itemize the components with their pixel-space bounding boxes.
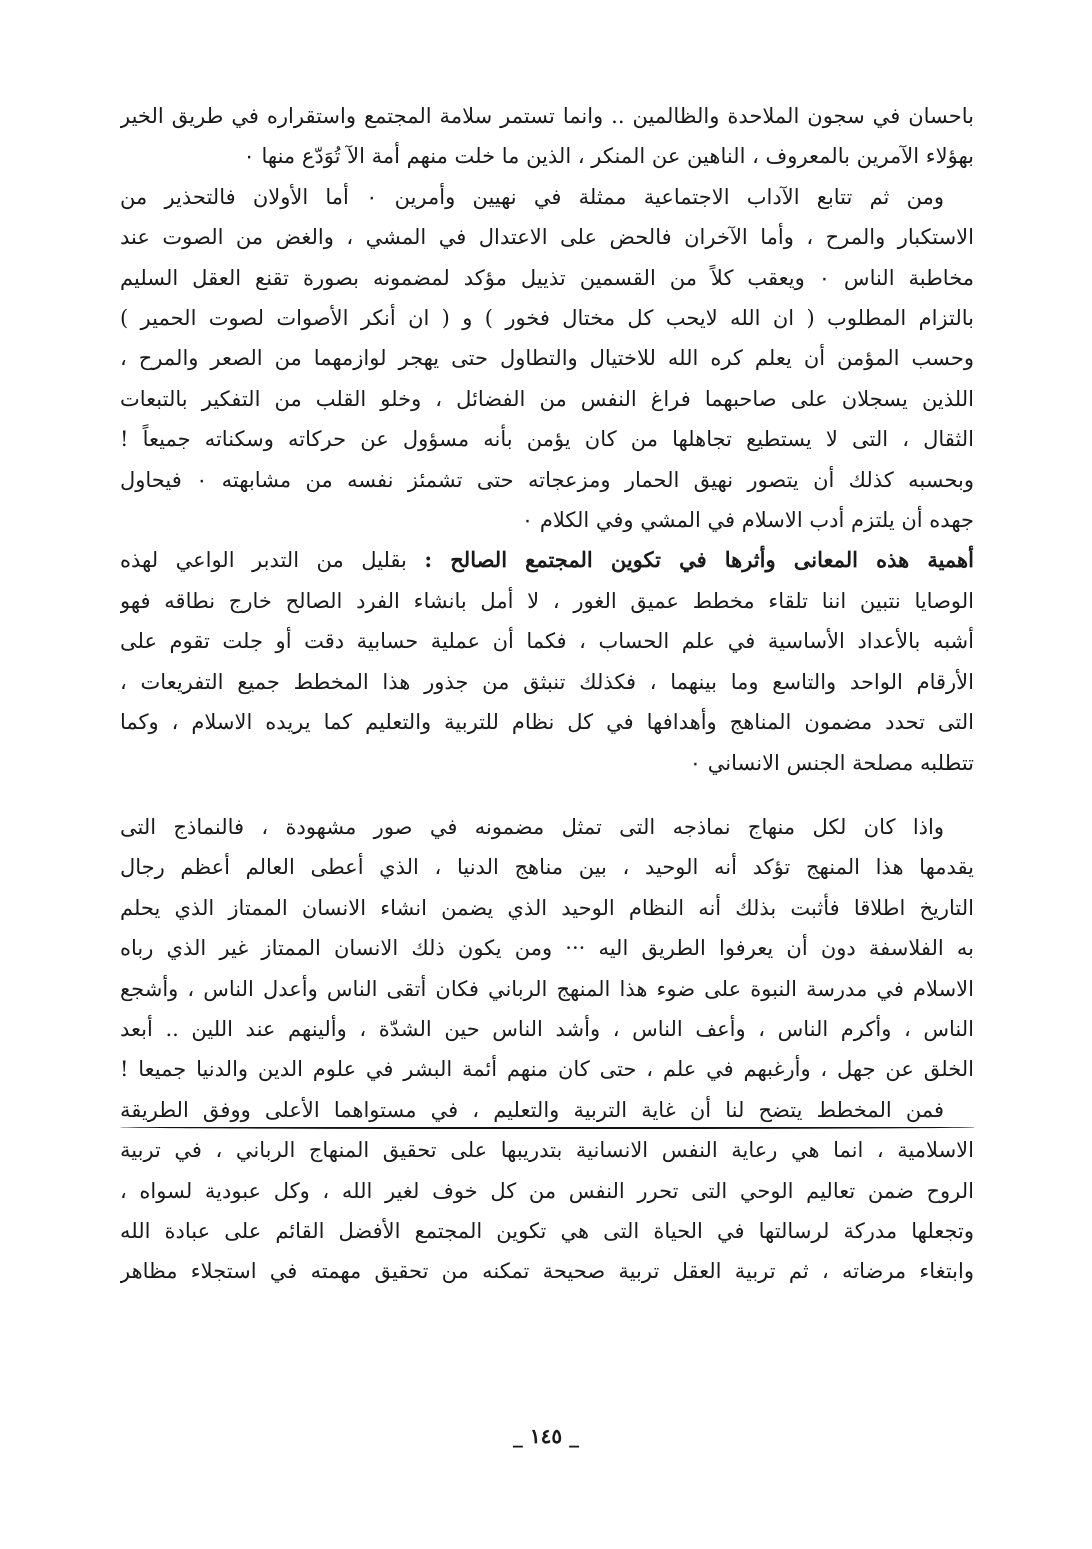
text-line: الروح ضمن تعاليم الوحي التى تحرر النفس من كل خوف لغير الله ، وكل عبودية لسواه ،	[120, 1178, 974, 1203]
handwritten-underline	[120, 1127, 974, 1129]
body-text	[120, 96, 974, 1292]
paragraph-gap	[120, 783, 974, 807]
text-line: الوصايا نتبين اننا تلقاء مخطط عميق الغور ، لا أمل بانشاء الفرد الصالح خارج نطاقه فهو	[120, 588, 974, 613]
text-line: وبحسبه كذلك أن يتصور نهيق الحمار ومزعجاته حتى تشمئز نفسه من مشابهته ٠ فيحاول	[120, 467, 974, 492]
underlined-text: فمن المخطط يتضح لنا أن غاية التربية والتعليم ، في مستواهما الأعلى ووفق الطريقة	[120, 1097, 944, 1122]
text-line: الاسلامية ، انما هي رعاية النفس الانسانية بتدريبها على تحقيق المنهاج الرباني ، في تربية	[120, 1138, 974, 1163]
paragraph-importance	[120, 540, 974, 782]
text-line: بهؤلاء الآمرين بالمعروف ، الناهين عن المنكر ، الذين ما خلت منهم أمة الآ تُوَدّع منها ٠	[243, 144, 974, 169]
text-line: الخلق عن جهل ، وأرغبهم في علم ، حتى كان منهم أئمة البشر في علوم الدين والدنيا جميعا !	[120, 1057, 974, 1082]
paragraph-continuation	[120, 96, 974, 177]
text-line: وابتغاء مرضاته ، ثم تربية العقل تربية صحيحة تمكنه من تحقيق مهمته في استجلاء مظاهر	[120, 1259, 974, 1284]
text-line: الاستكبار والمرح ، وأما الآخران فالحض على الاعتدال في المشي ، والغض من الصوت عند	[120, 225, 974, 250]
text-line: التى تحدد مضمون المناهج وأهدافها في كل نظام للتربية والتعليم كما يريده الاسلام ، وكما	[120, 710, 974, 735]
text-line: وحسب المؤمن أن يعلم كره الله للاختيال والتطاول حتى يهجر لوازمهما من الصعر والمرح ،	[120, 346, 974, 371]
text-line	[120, 540, 974, 580]
text-line: به الفلاسفة دون أن يعرفوا الطريق اليه ··· ومن يكون ذلك الانسان الممتاز غير الذي رباه	[120, 936, 974, 961]
text-line: الاسلام في مدرسة النبوة على ضوء هذا المنهج الرباني فكان أتقى الناس وأعدل الناس ، وأشجع	[120, 976, 974, 1001]
text-line: ومن ثم تتابع الآداب الاجتماعية ممثلة في نهيين وأمرين ٠ أما الأولان فالتحذير من	[120, 184, 944, 209]
text-line: مخاطبة الناس ٠ ويعقب كلاً من القسمين تذييل مؤكد لمضمونه بصورة تقنع العقل السليم	[120, 265, 974, 290]
text-line: جهده أن يلتزم أدب الاسلام في المشي وفي الكلام ٠	[521, 508, 974, 533]
text-line: باحسان في سجون الملاحدة والظالمين .. وانما تستمر سلامة المجتمع واستقراره في طريق الخير	[120, 104, 974, 128]
page-number: _ ١٤٥ _	[512, 1424, 580, 1448]
text-line: وتجعلها مدركة لرسالتها في الحياة التى هي تكوين المجتمع الأفضل القائم على عبادة الله	[120, 1218, 974, 1243]
text-line: واذا كان لكل منهاج نماذجه التى تمثل مضمونه في صور مشهودة ، فالنماذج التى	[120, 814, 944, 839]
text-line: أشبه بالأعداد الأساسية في علم الحساب ، فكما أن عملية حسابية دقت أو جلت تقوم على	[120, 629, 974, 654]
text-line: يقدمها هذا المنهج تؤكد أنه الوحيد ، بين مناهج الدنيا ، الذي أعطى العالم أعظم رجال	[120, 855, 974, 880]
underlined-line	[120, 1090, 974, 1130]
text-line: الأرقام الواحد والتاسع وما بينهما ، فكذلك تنبثق من جذور هذا المخطط جميع التفريعات ،	[120, 669, 974, 694]
text-line: بالتزام المطلوب ( ان الله لايحب كل مختال فخور ) و ( ان أنكر الأصوات لصوت الحمير )	[120, 306, 974, 331]
paragraph-social-manners	[120, 177, 974, 541]
section-heading: أهمية هذه المعانى وأثرها في تكوين المجتمع الصالح :	[424, 547, 974, 573]
text-line: التاريخ اطلاقا فأثبت بذلك أنه النظام الوحيد الذي يضمن انشاء الانسان الممتاز الذي يحلم	[120, 895, 974, 920]
text-line: تتطلبه مصلحة الجنس الانساني ٠	[689, 750, 974, 775]
text-line: الناس ، وأكرم الناس ، وأعف الناس ، وأشد الناس حين الشدّة ، وألينهم عند اللين .. أبعد	[120, 1016, 974, 1041]
text-line: اللذين يسجلان على صاحبهما فراغ النفس من الفضائل ، وخلو القلب من التفكير بالتبعات	[120, 386, 974, 411]
text-line: الثقال ، التى لا يستطيع تجاهلها من كان يؤمن بأنه مسؤول عن حركاته وسكناته جميعاً !	[120, 427, 974, 452]
paragraph-goal	[120, 1090, 974, 1292]
heading-run-in-text: بقليل من التدبر الواعي لهذه	[120, 548, 407, 573]
paragraph-models	[120, 807, 974, 1090]
